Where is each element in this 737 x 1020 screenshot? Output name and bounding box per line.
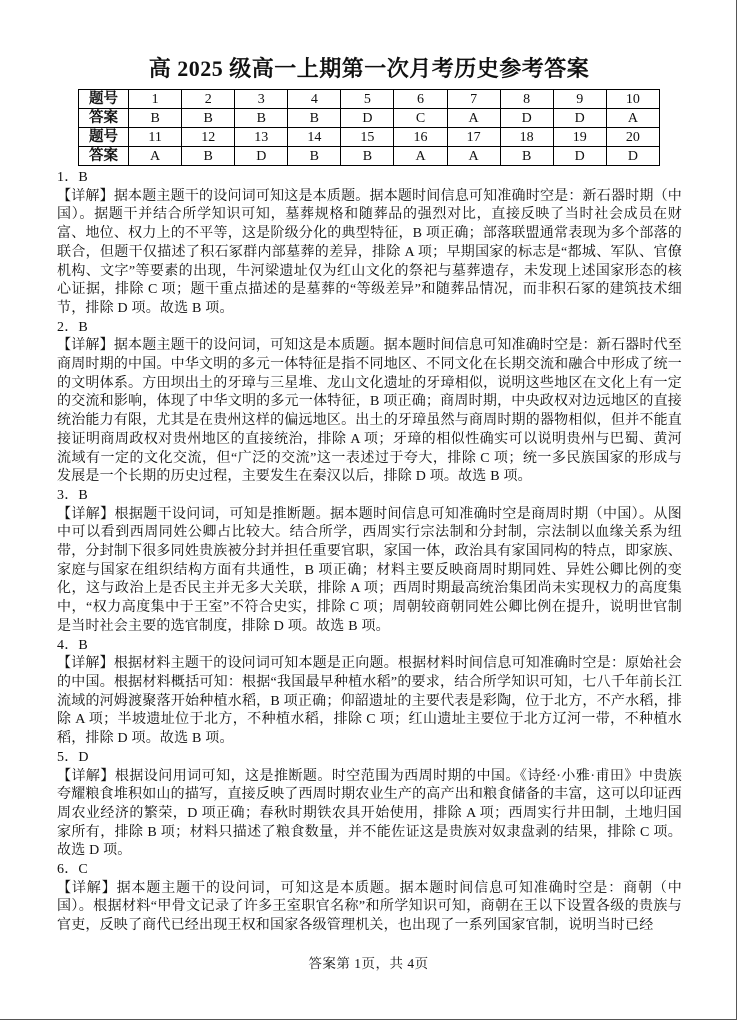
row-header: 答案 (79, 147, 129, 166)
question-block-5 (57, 749, 682, 861)
answer-key-table (78, 89, 660, 166)
table-cell: D (500, 109, 553, 128)
row-header: 答案 (79, 109, 129, 128)
table-cell: 10 (606, 90, 659, 109)
table-cell: 19 (553, 128, 606, 147)
question-block-6 (57, 861, 682, 936)
question-answer-label: 2．B (57, 319, 88, 335)
table-cell: D (235, 147, 288, 166)
table-cell: 15 (341, 128, 394, 147)
table-cell: A (447, 147, 500, 166)
table-cell: 7 (447, 90, 500, 109)
question-block-3 (57, 487, 682, 637)
table-cell: 4 (288, 90, 341, 109)
question-explanation: 【详解】根据设问用词可知，这是推断题。时空范围为西周时期的中国。《诗经·小雅·甫田》中贵族夸耀粮食堆积如山的描写，直接反映了西周时期农业生产的高产出和粮食储备的丰富，这可以印证西周农业经济的繁荣，D 项正确；春秋时期铁农具开始使用，排除 A 项；西周实行井田制，土地归国家所有，排除 B 项；材料只描述了粮食数量，并不能佐证这是贵族对奴隶盘剥的结果，排除 C 项。故选 D 项。 (57, 768, 682, 859)
table-cell: D (341, 109, 394, 128)
table-cell: 13 (235, 128, 288, 147)
table-cell: D (553, 147, 606, 166)
row-header: 题号 (79, 128, 129, 147)
question-answer-label: 4．B (57, 637, 88, 653)
page-title: 高 2025 级高一上期第一次月考历史参考答案 (148, 56, 590, 81)
question-explanation: 【详解】根据材料主题干的设问词可知本题是正向题。根据材料时间信息可知准确时空是：原始社会的中国。根据材料概括可知：根据“我国最早种植水稻”的要求，结合所学知识可知，七八千年前长江流域的河姆渡聚落开始种植水稻，B 项正确；仰韶遗址的主要代表是彩陶，位于北方，不产水稻，排除 A 项；半坡遗址位于北方，不种植水稻，排除 C 项；红山遗址主要位于北方辽河一带，不种植水稻，排除 D 项。故选 B 项。 (57, 656, 682, 747)
table-row-answers-2 (79, 147, 660, 166)
table-cell: B (500, 147, 553, 166)
question-explanation: 【详解】据本题主题干的设问词，可知这是本质题。据本题时间信息可知准确时空是：新石器时代至商周时期的中国。中华文明的多元一体特征是指不同地区、不同文化在长期交流和融合中形成了统一的文明体系。方田坝出土的牙璋与三星堆、龙山文化遗址的牙璋相似，说明这些地区在文化上有一定的交流和影响，体现了中华文明的多元一体特征，B 项正确；商周时期，中央政权对边远地区的直接统治能力有限，尤其是在贵州这样的偏远地区。出土的牙璋虽然与商周时期的器物相似，但并不能直接证明商周政权对贵州地区的直接统治，排除 A 项；牙璋的相似性确实可以说明贵州与巴蜀、黄河流域有一定的文化交流，但“广泛的交流”这一表述过于夸大，排除 C 项；统一多民族国家的形成与发展是一个长期的历史过程，主要发生在秦汉以后，排除 D 项。故选 B 项。 (57, 338, 682, 485)
table-cell: 2 (182, 90, 235, 109)
question-block-2 (57, 319, 682, 487)
table-cell: 6 (394, 90, 447, 109)
table-cell: 3 (235, 90, 288, 109)
question-block-1 (57, 169, 682, 319)
question-answer-label: 6．C (57, 862, 88, 878)
question-explanation: 【详解】据本题主题干的设问词可知这是本质题。据本题时间信息可知准确时空是：新石器时期（中国）。据题干并结合所学知识可知，墓葬规格和随葬品的强烈对比，直接反映了当时社会成员在财富、地位、权力上的不平等，这是阶级分化的典型特征，B 项正确；部落联盟通常表现为多个部落的联合，但题干仅描述了积石冢群内部墓葬的差异，排除 A 项；早期国家的标志是“都城、军队、官僚机构、文字”等要素的出现，牛河梁遗址仅为红山文化的祭祀与墓葬遗存，未发现上述国家形态的核心证据，排除 C 项；题干重点描述的是墓葬的“等级差异”和随葬品情况，而非积石冢的建筑技术细节，排除 D 项。故选 B 项。 (57, 188, 682, 316)
question-answer-label: 5．D (57, 749, 89, 765)
table-cell: A (447, 109, 500, 128)
table-cell: B (182, 147, 235, 166)
table-cell: B (288, 109, 341, 128)
table-cell: 11 (129, 128, 182, 147)
table-cell: A (606, 109, 659, 128)
table-cell: D (606, 147, 659, 166)
table-cell: 9 (553, 90, 606, 109)
table-row-answers-1 (79, 109, 660, 128)
table-cell: B (341, 147, 394, 166)
question-answer-label: 1．B (57, 170, 88, 185)
table-row-question-numbers-1 (79, 90, 660, 109)
question-block-4 (57, 637, 682, 749)
table-cell: 18 (500, 128, 553, 147)
table-cell: 16 (394, 128, 447, 147)
question-explanation: 【详解】根据题干设问词，可知是推断题。据本题时间信息可知准确时空是商周时期（中国）。从图中可以看到西周同姓公卿占比较大。结合所学，西周实行宗法制和分封制，宗法制以血缘关系为纽带，分封制下很多同姓贵族被分封并担任重要官职，家国一体，政治具有家国同构的特点，即家族、家庭与国家在组织结构方面有共通性，B 项正确；材料主要反映商周时期同姓、异姓公卿比例的变化，这与政治上是否民主并无多大关联，排除 A 项；西周时期最高统治集团尚未实现权力的高度集中，“权力高度集中于王室”不符合史实，排除 C 项；周朝较商朝同姓公卿比例在提升，说明世官制是当时社会主要的选官制度，排除 D 项。故选 B 项。 (57, 506, 682, 634)
table-cell: B (235, 109, 288, 128)
table-cell: 14 (288, 128, 341, 147)
table-cell: 5 (341, 90, 394, 109)
table-cell: 20 (606, 128, 659, 147)
table-cell: A (129, 147, 182, 166)
table-cell: B (182, 109, 235, 128)
table-cell: B (129, 109, 182, 128)
table-cell: 8 (500, 90, 553, 109)
row-header: 题号 (79, 90, 129, 109)
table-cell: 12 (182, 128, 235, 147)
table-cell: A (394, 147, 447, 166)
table-cell: B (288, 147, 341, 166)
explanations-section (57, 169, 682, 936)
table-row-question-numbers-2 (79, 128, 660, 147)
table-cell: D (553, 109, 606, 128)
question-answer-label: 3．B (57, 487, 88, 503)
page-number-footer: 答案第 1页，共 4页 (308, 956, 429, 971)
table-cell: 17 (447, 128, 500, 147)
table-cell: 1 (129, 90, 182, 109)
question-explanation: 【详解】据本题主题干的设问词，可知这是本质题。据本题时间信息可知准确时空是：商朝（中国）。根据材料“甲骨文记录了许多王室职官名称”和所学知识可知，商朝在王以下设置各级的贵族与官吏，反映了商代已经出现王权和国家各级管理机关，也出现了一系列国家官制，说明当时已经 (57, 880, 682, 934)
table-cell: C (394, 109, 447, 128)
